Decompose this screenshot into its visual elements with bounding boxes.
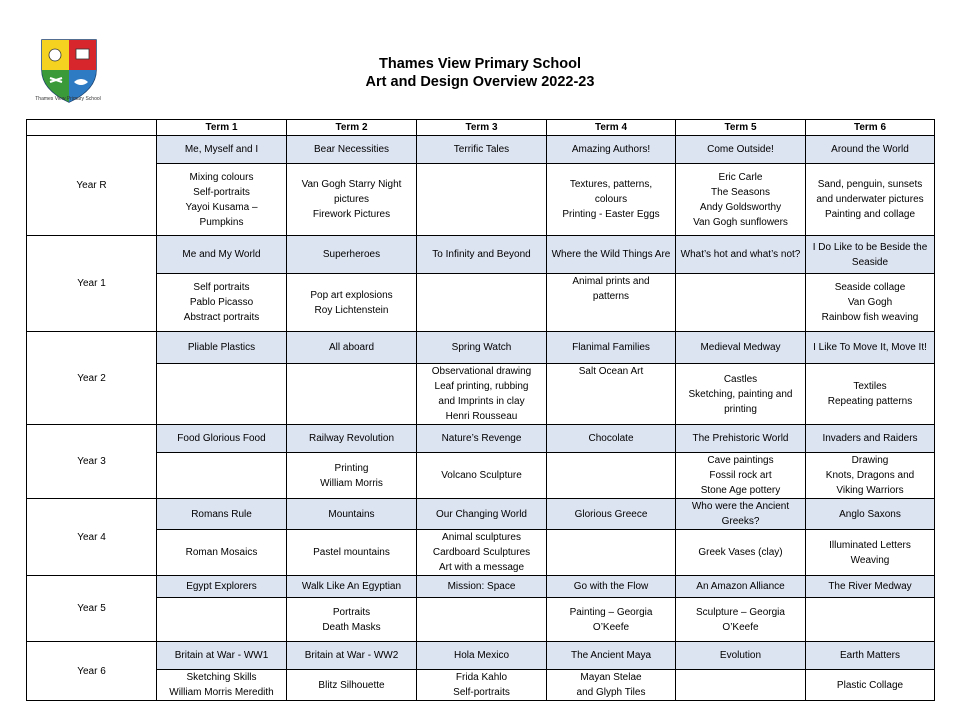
art-focus-line: Printing [334, 462, 369, 474]
topic-cell: Hola Mexico [417, 642, 547, 670]
topic-cell: Railway Revolution [287, 425, 417, 453]
topic-cell: The River Medway [806, 576, 935, 598]
art-focus-line: Drawing [851, 455, 889, 466]
art-focus-cell [547, 670, 676, 701]
art-focus-cell [676, 453, 806, 499]
topic-cell: Where the Wild Things Are [547, 236, 676, 274]
topic-cell: Spring Watch [417, 332, 547, 364]
art-focus-line: Van Gogh [847, 297, 893, 308]
topic-cell: Pliable Plastics [157, 332, 287, 364]
topic-cell: Medieval Medway [676, 332, 806, 364]
art-focus-cell [676, 364, 806, 425]
topic-cell: Superheroes [287, 236, 417, 274]
year-art-row [27, 670, 935, 701]
art-focus-cell [676, 670, 806, 701]
art-focus-line: Death Masks [322, 621, 381, 633]
art-focus-cell [287, 364, 417, 425]
topic-cell: Around the World [806, 136, 935, 164]
topic-cell: Amazing Authors! [547, 136, 676, 164]
art-focus-cell [806, 598, 935, 642]
art-focus-line: and underwater pictures [816, 194, 924, 205]
art-focus-line: Pastel mountains [313, 547, 390, 558]
art-focus-cell [157, 670, 287, 701]
art-focus-cell [417, 530, 547, 576]
art-focus-cell [157, 364, 287, 425]
topic-cell: Walk Like An Egyptian [287, 576, 417, 598]
art-focus-line: Seaside collage [834, 282, 906, 293]
art-focus-line: and Imprints in clay [438, 396, 525, 407]
year-art-row [27, 164, 935, 236]
art-focus-line: O’Keefe [592, 621, 630, 633]
art-focus-line: Self-portraits [193, 186, 250, 198]
topic-cell: Who were the Ancient Greeks? [676, 499, 806, 530]
art-focus-line: Roy Lichtenstein [314, 304, 389, 316]
topic-cell: Earth Matters [806, 642, 935, 670]
art-focus-cell [806, 274, 935, 332]
art-focus-line: Plastic Collage [836, 679, 904, 691]
art-focus-line: Henri Rousseau [445, 411, 518, 422]
art-focus-cell [676, 164, 806, 236]
art-focus-cell [417, 453, 547, 499]
art-focus-cell [547, 598, 676, 642]
art-focus-line: Animal prints and [572, 276, 650, 287]
art-focus-line: O’Keefe [722, 621, 759, 633]
art-focus-line: Observational drawing [431, 366, 532, 377]
art-focus-line: and Glyph Tiles [576, 687, 646, 698]
term-header: Term 2 [287, 120, 417, 136]
topic-cell: All aboard [287, 332, 417, 364]
art-focus-line: Textures, patterns, [569, 179, 653, 190]
art-focus-cell [547, 530, 676, 576]
art-focus-cell [287, 530, 417, 576]
year-art-row [27, 453, 935, 499]
art-focus-line: Sculpture – Georgia [696, 606, 785, 618]
art-focus-line: Viking Warriors [836, 485, 904, 496]
topic-cell: The Prehistoric World [676, 425, 806, 453]
art-focus-line: The Seasons [711, 186, 770, 198]
year-label: Year 1 [27, 236, 157, 332]
art-focus-cell [806, 164, 935, 236]
art-focus-line: Roman Mosaics [185, 547, 258, 558]
art-focus-cell [806, 453, 935, 499]
topic-cell: Me and My World [157, 236, 287, 274]
art-focus-cell [417, 598, 547, 642]
topic-cell: Egypt Explorers [157, 576, 287, 598]
topic-cell: Come Outside! [676, 136, 806, 164]
art-focus-cell [157, 530, 287, 576]
art-focus-cell [287, 274, 417, 332]
art-focus-cell [547, 164, 676, 236]
art-focus-line: Painting and collage [824, 209, 916, 220]
year-topic-row [27, 425, 935, 453]
art-focus-line: Salt Ocean Art [578, 366, 644, 377]
art-focus-line: Andy Goldsworthy [699, 201, 782, 213]
header-corner [27, 120, 157, 136]
art-focus-line: colours [594, 194, 628, 205]
art-focus-cell [157, 453, 287, 499]
art-focus-line: Painting – Georgia [569, 606, 653, 618]
art-focus-line: William Morris [320, 477, 383, 489]
page-title: Thames View Primary School [378, 56, 581, 72]
art-focus-line: Frida Kahlo [455, 672, 508, 683]
term-header: Term 1 [157, 120, 287, 136]
art-focus-cell [676, 598, 806, 642]
year-topic-row [27, 499, 935, 530]
topic-cell: Mountains [287, 499, 417, 530]
art-focus-line: pictures [333, 194, 369, 205]
art-focus-line: Knots, Dragons and [825, 470, 915, 481]
topic-cell: Britain at War - WW2 [287, 642, 417, 670]
art-focus-line: Van Gogh Starry Night [301, 179, 402, 190]
art-focus-line: Rainbow fish weaving [821, 312, 919, 323]
art-focus-cell [287, 670, 417, 701]
topic-cell: Nature’s Revenge [417, 425, 547, 453]
art-focus-line: Volcano Sculpture [441, 470, 522, 481]
term-header: Term 4 [547, 120, 676, 136]
art-focus-line: printing [724, 403, 757, 415]
art-focus-cell [157, 164, 287, 236]
art-focus-line: Firework Pictures [312, 209, 391, 220]
art-focus-line: Sand, penguin, sunsets [817, 179, 923, 190]
art-focus-cell [547, 364, 676, 425]
art-focus-line: Self portraits [193, 282, 250, 293]
art-focus-line: Blitz Silhouette [318, 679, 385, 691]
art-focus-line: Leaf printing, rubbing [434, 381, 529, 392]
art-focus-line: Pablo Picasso [189, 297, 254, 308]
art-focus-cell [417, 274, 547, 332]
term-header: Term 3 [417, 120, 547, 136]
term-header: Term 5 [676, 120, 806, 136]
art-focus-cell [417, 164, 547, 236]
art-focus-line: Printing - Easter Eggs [562, 209, 660, 220]
year-topic-row [27, 642, 935, 670]
topic-cell: Glorious Greece [547, 499, 676, 530]
art-focus-cell [547, 274, 676, 332]
art-focus-line: Castles [723, 373, 758, 385]
art-focus-cell [157, 274, 287, 332]
art-overview-table [26, 119, 935, 701]
page-subtitle: Art and Design Overview 2022-23 [365, 74, 595, 90]
art-focus-line: Repeating patterns [827, 396, 913, 407]
art-focus-cell [287, 453, 417, 499]
topic-cell: Go with the Flow [547, 576, 676, 598]
art-focus-cell [806, 530, 935, 576]
art-focus-cell [287, 164, 417, 236]
topic-cell: Anglo Saxons [806, 499, 935, 530]
year-label: Year 4 [27, 499, 157, 576]
year-topic-row [27, 236, 935, 274]
year-art-row [27, 598, 935, 642]
art-focus-line: Abstract portraits [183, 312, 260, 323]
art-focus-line: Pumpkins [199, 216, 244, 228]
topic-cell: Invaders and Raiders [806, 425, 935, 453]
art-focus-line: Stone Age pottery [700, 485, 781, 496]
art-focus-line: Sketching Skills [186, 672, 257, 683]
topic-cell: Food Glorious Food [157, 425, 287, 453]
art-focus-line: Art with a message [438, 562, 525, 573]
art-focus-line: patterns [592, 291, 630, 302]
art-focus-line: Illuminated Letters [829, 539, 911, 551]
art-focus-line: Eric Carle [718, 171, 763, 183]
art-focus-cell [547, 453, 676, 499]
art-focus-line: Fossil rock art [709, 470, 772, 481]
topic-cell: An Amazon Alliance [676, 576, 806, 598]
art-focus-cell [157, 598, 287, 642]
topic-cell: Me, Myself and I [157, 136, 287, 164]
year-label: Year R [27, 136, 157, 236]
art-focus-cell [676, 530, 806, 576]
year-label: Year 5 [27, 576, 157, 642]
term-header: Term 6 [806, 120, 935, 136]
art-focus-line: Sketching, painting and [688, 388, 793, 400]
topic-cell: Britain at War - WW1 [157, 642, 287, 670]
art-focus-cell [417, 364, 547, 425]
topic-cell: Terrific Tales [417, 136, 547, 164]
year-topic-row [27, 332, 935, 364]
art-focus-cell [287, 598, 417, 642]
year-label: Year 6 [27, 642, 157, 701]
topic-cell: Our Changing World [417, 499, 547, 530]
topic-cell: What’s hot and what’s not? [676, 236, 806, 274]
year-art-row [27, 274, 935, 332]
art-focus-line: Cardboard Sculptures [432, 547, 531, 558]
year-topic-row [27, 136, 935, 164]
art-focus-cell [806, 364, 935, 425]
art-focus-line: Mayan Stelae [580, 672, 642, 683]
art-focus-line: Animal sculptures [442, 532, 521, 543]
topic-cell: Chocolate [547, 425, 676, 453]
art-focus-line: Greek Vases (clay) [698, 547, 783, 558]
art-focus-cell [417, 670, 547, 701]
topic-cell: Mission: Space [417, 576, 547, 598]
topic-cell: The Ancient Maya [547, 642, 676, 670]
year-art-row [27, 530, 935, 576]
term-header-row [27, 120, 935, 136]
topic-cell: Romans Rule [157, 499, 287, 530]
topic-cell: Evolution [676, 642, 806, 670]
year-label: Year 3 [27, 425, 157, 499]
art-focus-line: Yayoi Kusama – [185, 201, 258, 213]
art-focus-line: Portraits [332, 606, 371, 618]
year-label: Year 2 [27, 332, 157, 425]
art-focus-cell [806, 670, 935, 701]
art-focus-line: Weaving [850, 554, 890, 566]
art-focus-line: Mixing colours [189, 171, 254, 183]
year-art-row [27, 364, 935, 425]
year-topic-row [27, 576, 935, 598]
topic-cell: Flanimal Families [547, 332, 676, 364]
logo-caption: Thames View Primary School [35, 96, 101, 102]
art-focus-cell [676, 274, 806, 332]
topic-cell: I Do Like to be Beside the Seaside [806, 236, 935, 274]
topic-cell: I Like To Move It, Move It! [806, 332, 935, 364]
art-focus-line: Self-portraits [453, 687, 510, 698]
art-focus-line: Cave paintings [707, 455, 774, 466]
art-focus-line: Van Gogh sunflowers [693, 216, 788, 228]
art-focus-line: Textiles [853, 381, 887, 392]
art-focus-line: Pop art explosions [310, 289, 393, 301]
topic-cell: To Infinity and Beyond [417, 236, 547, 274]
art-focus-line: William Morris Meredith [169, 687, 274, 698]
topic-cell: Bear Necessities [287, 136, 417, 164]
